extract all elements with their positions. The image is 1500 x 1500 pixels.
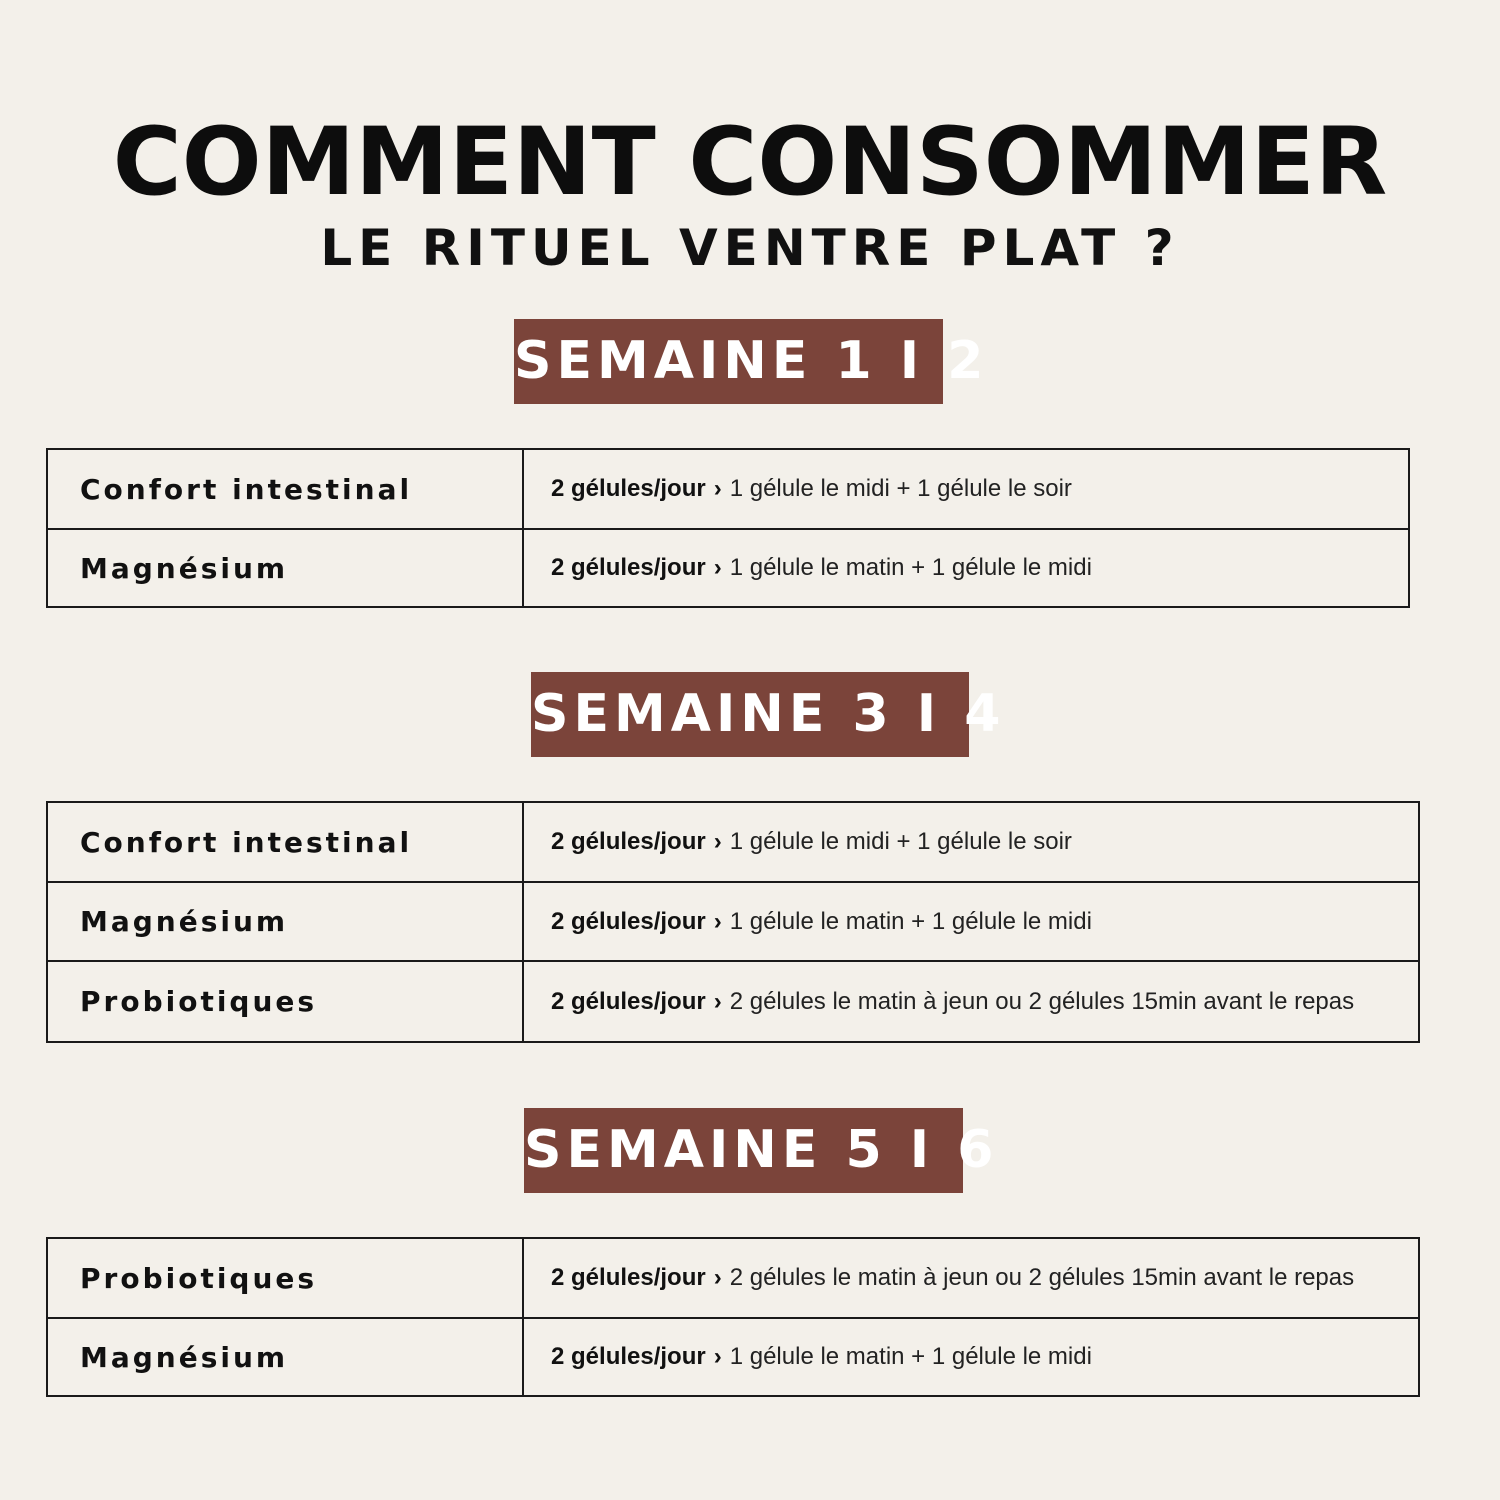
chevron-right-icon: › [713,907,722,935]
chevron-right-icon: › [713,828,722,855]
product-name: Magnésium [48,1319,524,1395]
dose-detail: 1 gélule le matin + 1 gélule le midi [729,1343,1092,1370]
dosage-cell [524,1319,1418,1395]
dosage-cell [524,1239,1418,1317]
table-row [48,1239,1418,1317]
dose-amount: 2 gélules/jour [551,828,706,855]
chevron-right-icon: › [713,1343,722,1370]
schedule-table-week-5-6 [46,1237,1420,1397]
dose-amount: 2 gélules/jour [551,1343,706,1370]
table-row [48,528,1408,606]
product-name: Confort intestinal [48,450,524,528]
chevron-right-icon: › [713,554,722,581]
chevron-right-icon: › [713,987,722,1015]
dose-detail: 1 gélule le midi + 1 gélule le soir [729,828,1072,855]
table-row [48,1317,1418,1395]
table-row [48,803,1418,881]
dose-detail: 2 gélules le matin à jeun ou 2 gélules 15min avant le repas [729,987,1355,1015]
chevron-right-icon: › [713,1264,722,1291]
page-subtitle: LE RITUEL VENTRE PLAT ? [320,219,1180,277]
table-row [48,960,1418,1041]
week-badge-1-2: SEMAINE 1 I 2 [514,319,943,404]
dose-detail: 1 gélule le midi + 1 gélule le soir [729,475,1072,502]
dosage-cell [524,883,1418,960]
week-badge-5-6: SEMAINE 5 I 6 [524,1108,963,1193]
product-name: Probiotiques [48,1239,524,1317]
dosage-cell [524,450,1408,528]
product-name: Magnésium [48,530,524,606]
product-name: Probiotiques [48,962,524,1041]
dose-detail: 2 gélules le matin à jeun ou 2 gélules 15min avant le repas [729,1264,1355,1291]
dose-detail: 1 gélule le matin + 1 gélule le midi [729,907,1092,935]
schedule-table-week-3-4 [46,801,1420,1043]
table-row [48,881,1418,960]
dose-amount: 2 gélules/jour [551,554,706,581]
dosage-cell [524,530,1408,606]
product-name: Magnésium [48,883,524,960]
dose-amount: 2 gélules/jour [551,987,706,1015]
chevron-right-icon: › [713,475,722,502]
dose-amount: 2 gélules/jour [551,907,706,935]
dose-amount: 2 gélules/jour [551,1264,706,1291]
page-title: COMMENT CONSOMMER [112,108,1388,217]
dosage-cell [524,803,1418,881]
dose-amount: 2 gélules/jour [551,475,706,502]
dose-detail: 1 gélule le matin + 1 gélule le midi [729,554,1092,581]
week-badge-3-4: SEMAINE 3 I 4 [531,672,969,757]
product-name: Confort intestinal [48,803,524,881]
schedule-table-week-1-2 [46,448,1410,608]
table-row [48,450,1408,528]
dosage-cell [524,962,1418,1041]
